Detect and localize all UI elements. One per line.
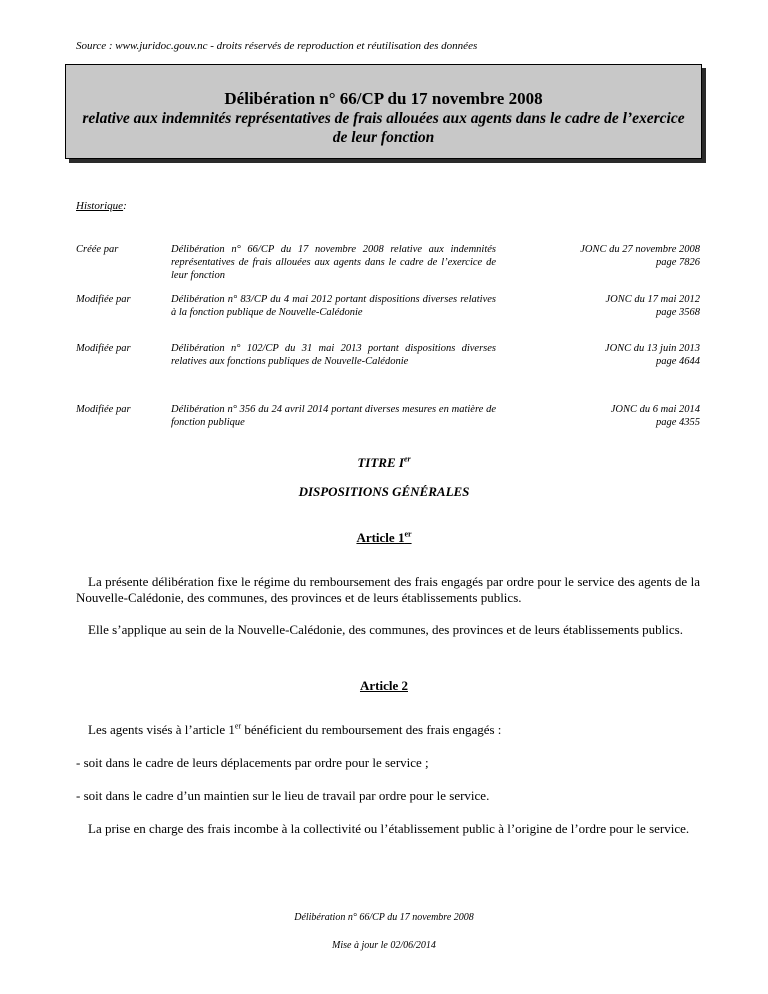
article-2-item-2: - soit dans le cadre d’un maintien sur le lieu de travail par ordre pour le service. <box>76 788 490 803</box>
historique-row-reference <box>500 403 700 429</box>
footer-reference: Délibération n° 66/CP du 17 novembre 2008 <box>294 912 474 923</box>
article-1-paragraph-1: La présente délibération fixe le régime du remboursement des frais engagés par ordre pour le service des agents de la Nouvelle-Calédonie, des communes, des provinces et de leurs établissements publics. <box>76 574 700 605</box>
document-subtitle: relative aux indemnités représentatives de frais allouées aux agents dans le cadre de l’exercice de leur fonction <box>82 110 685 146</box>
historique-row-description: Délibération n° 66/CP du 17 novembre 2008 relative aux indemnités représentatives de frais allouées aux agents dans le cadre de l’exercice de leur fonction <box>171 244 496 281</box>
article-1-heading <box>0 530 768 546</box>
historique-row-page: page 4644 <box>655 356 700 367</box>
article-2-intro <box>76 722 700 738</box>
title-banner <box>65 64 702 159</box>
historique-row-description: Délibération n° 356 du 24 avril 2014 portant diverses mesures en matière de fonction publique <box>171 404 496 428</box>
historique-label-text: Historique <box>76 200 124 212</box>
article-1-superscript: er <box>404 529 412 539</box>
titre-heading <box>0 455 768 471</box>
historique-row-type: Créée par <box>76 244 119 255</box>
historique-row-page: page 7826 <box>655 257 700 268</box>
footer-update-date: Mise à jour le 02/06/2014 <box>332 940 436 951</box>
article-2-heading: Article 2 <box>359 678 408 693</box>
historique-row-jonc: JONC du 27 novembre 2008 <box>580 244 700 255</box>
historique-label <box>76 200 127 212</box>
historique-row-jonc: JONC du 6 mai 2014 <box>610 404 700 415</box>
historique-row-reference <box>500 293 700 319</box>
source-note: Source : www.juridoc.gouv.nc - droits réservés de reproduction et réutilisation des données <box>76 40 478 52</box>
titre-label: TITRE I <box>357 455 404 470</box>
article-2-intro-superscript: er <box>234 721 242 731</box>
historique-row-jonc: JONC du 13 juin 2013 <box>604 343 700 354</box>
historique-row-type: Modifiée par <box>76 343 131 354</box>
historique-label-suffix: : <box>123 200 127 212</box>
historique-row-description: Délibération n° 102/CP du 31 mai 2013 portant dispositions diverses relatives aux fonctions publiques de Nouvelle-Calédonie <box>171 343 496 367</box>
historique-row-page: page 4355 <box>655 417 700 428</box>
historique-row-reference <box>500 342 700 368</box>
article-2-intro-end: bénéficient du remboursement des frais engagés : <box>241 722 502 737</box>
titre-subtitle: DISPOSITIONS GÉNÉRALES <box>298 484 470 499</box>
historique-row-jonc: JONC du 17 mai 2012 <box>605 294 700 305</box>
historique-row-type: Modifiée par <box>76 404 131 415</box>
article-1-paragraph-2: Elle s’applique au sein de la Nouvelle-Calédonie, des communes, des provinces et de leurs établissements publics. <box>88 622 683 637</box>
historique-row-description: Délibération n° 83/CP du 4 mai 2012 portant dispositions diverses relatives à la fonction publique de Nouvelle-Calédonie <box>171 294 496 318</box>
article-1-label: Article 1 <box>356 530 405 545</box>
historique-row-reference <box>500 243 700 269</box>
article-2-paragraph-last: La prise en charge des frais incombe à la collectivité ou l’établissement public à l’origine de l’ordre pour le service. <box>88 821 690 836</box>
historique-row-page: page 3568 <box>655 307 700 318</box>
article-2-item-1: - soit dans le cadre de leurs déplacements par ordre pour le service ; <box>76 755 429 770</box>
article-2-intro-start: Les agents visés à l’article 1 <box>88 722 235 737</box>
title-box <box>65 64 702 159</box>
historique-row-type: Modifiée par <box>76 294 131 305</box>
document-title: Délibération n° 66/CP du 17 novembre 2008 <box>224 89 543 108</box>
titre-superscript: er <box>403 454 411 464</box>
